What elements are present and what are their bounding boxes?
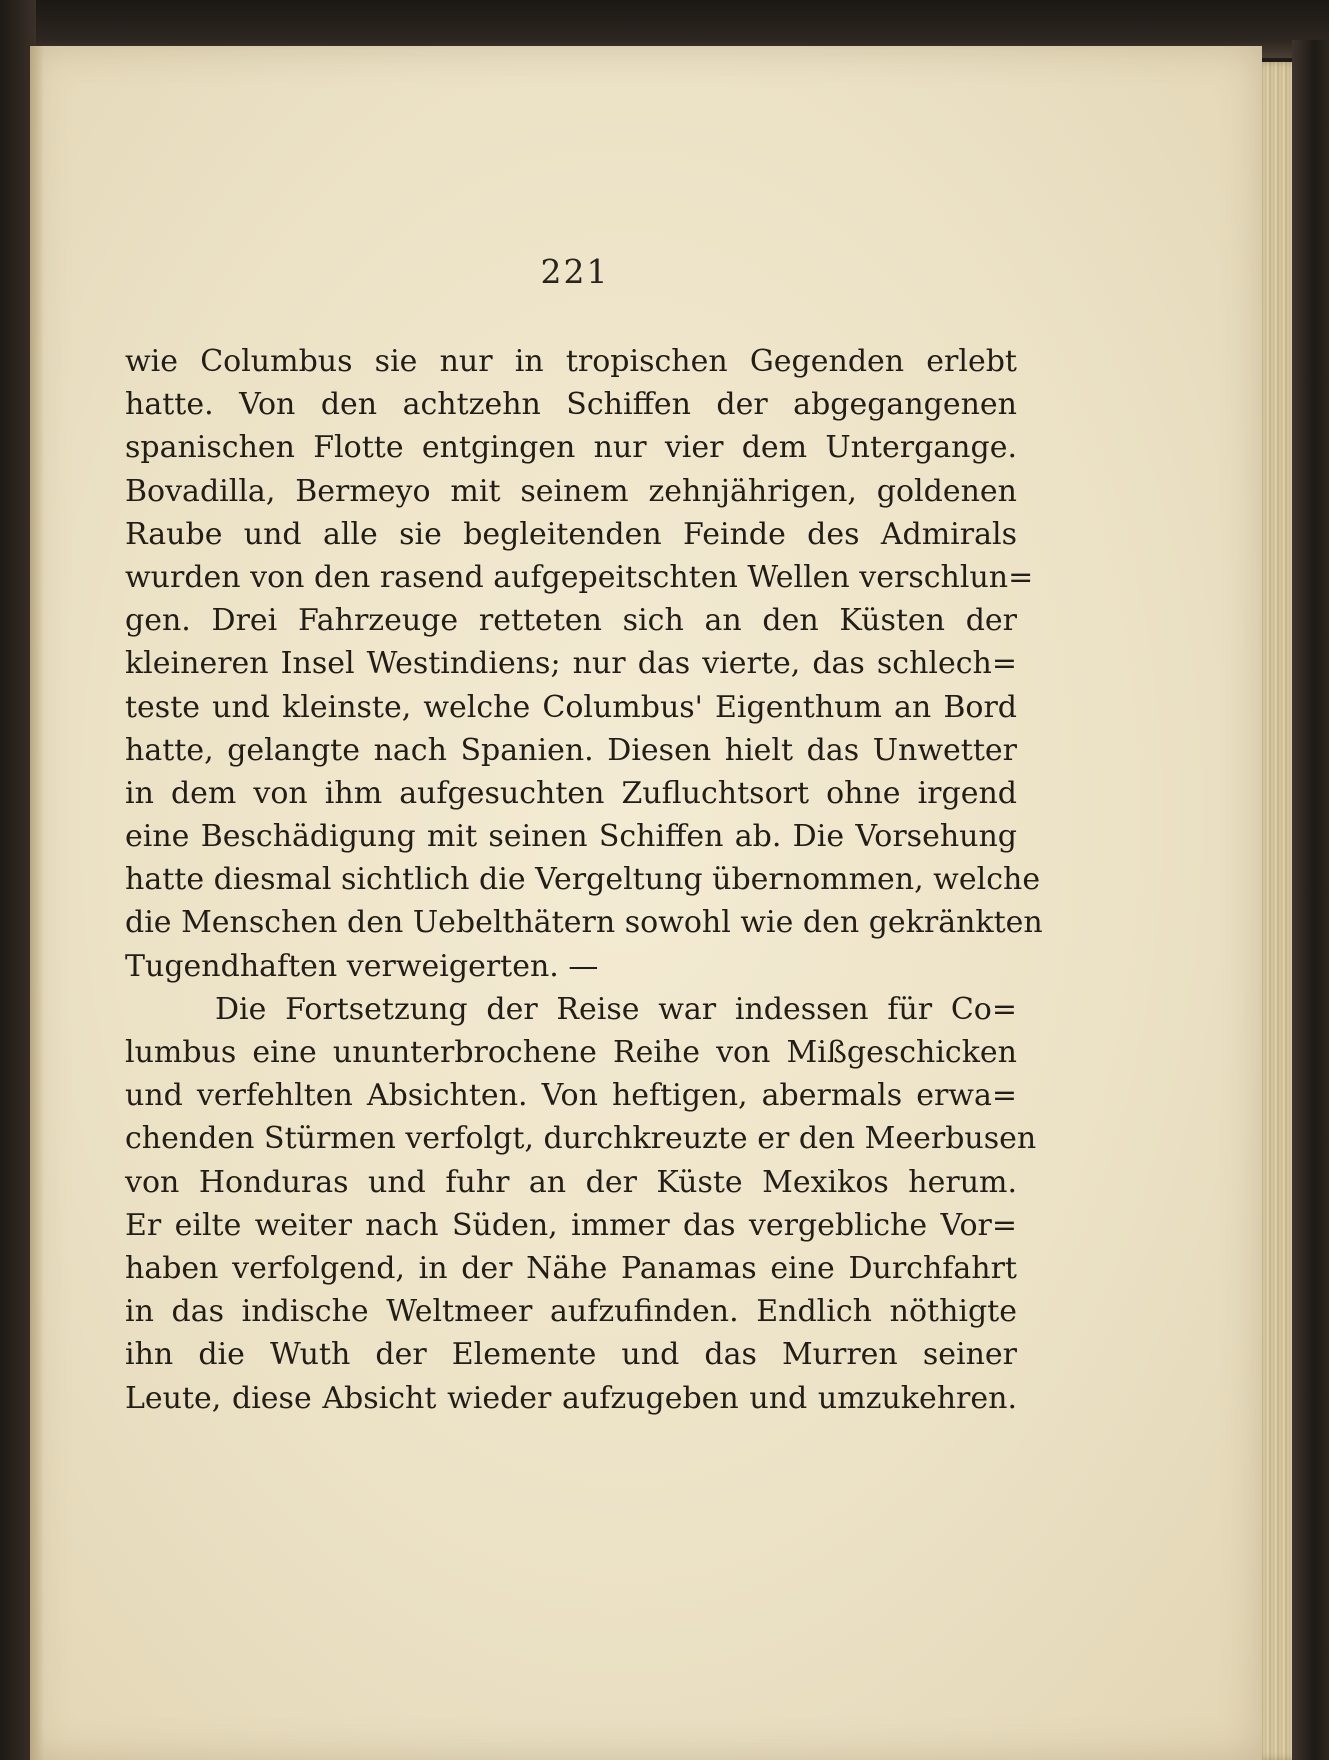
paragraph-start-line: Die Fortsetzung der Reise war indessen für Co= [215, 991, 1017, 1027]
text-line: haben verfolgend, in der Nähe Panamas eine Durchfahrt [125, 1250, 1017, 1286]
text-line: hatte, gelangte nach Spanien. Diesen hielt das Unwetter [125, 732, 1017, 768]
text-line: hatte diesmal sichtlich die Vergeltung übernommen, welche [125, 862, 1041, 898]
text-line: ihn die Wuth der Elemente und das Murren seiner [125, 1337, 1017, 1373]
text-line: in das indische Weltmeer aufzufinden. Endlich nöthigte [125, 1294, 1017, 1330]
text-line: eine Beschädigung mit seinen Schiffen ab. Die Vorsehung [125, 819, 1017, 855]
text-line: wurden von den rasend aufgepeitschten Wellen verschlun= [125, 559, 1034, 595]
text-line: wie Columbus sie nur in tropischen Gegenden erlebt [125, 344, 1017, 379]
text-line: Raube und alle sie begleitenden Feinde des Admirals [125, 516, 1017, 552]
text-line: gen. Drei Fahrzeuge retteten sich an den Küsten der [125, 603, 1017, 639]
book-binding-right [1292, 40, 1329, 1760]
page-gutter-shadow [30, 46, 44, 1760]
page-number: 221 [540, 252, 610, 291]
text-line: die Menschen den Uebelthätern sowohl wie den gekränkten [125, 905, 1043, 941]
text-line: Leute, diese Absicht wieder aufzugeben und umzukehren. [125, 1380, 1017, 1416]
text-line: kleineren Insel Westindiens; nur das vierte, das schlech= [125, 646, 1017, 682]
text-line: in dem von ihm aufgesuchten Zufluchtsort ohne irgend [125, 775, 1017, 811]
text-line: und verfehlten Absichten. Von heftigen, abermals erwa= [125, 1078, 1017, 1114]
paragraph-end-line: Tugendhaften verweigerten. — [125, 948, 599, 984]
body-text [125, 340, 1043, 1420]
text-line: Bovadilla, Bermeyo mit seinem zehnjährigen, goldenen [125, 473, 1017, 509]
text-line: spanischen Flotte entgingen nur vier dem Untergange. [125, 430, 1017, 466]
text-line: Er eilte weiter nach Süden, immer das vergebliche Vor= [125, 1207, 1017, 1243]
text-line: teste und kleinste, welche Columbus' Eigenthum an Bord [125, 689, 1017, 725]
text-line: hatte. Von den achtzehn Schiffen der abgegangenen [125, 387, 1017, 423]
text-line: lumbus eine ununterbrochene Reihe von Mißgeschicken [125, 1035, 1017, 1070]
text-line: von Honduras und fuhr an der Küste Mexikos herum. [125, 1164, 1017, 1200]
text-line: chenden Stürmen verfolgt, durchkreuzte er den Meerbusen [125, 1121, 1037, 1157]
